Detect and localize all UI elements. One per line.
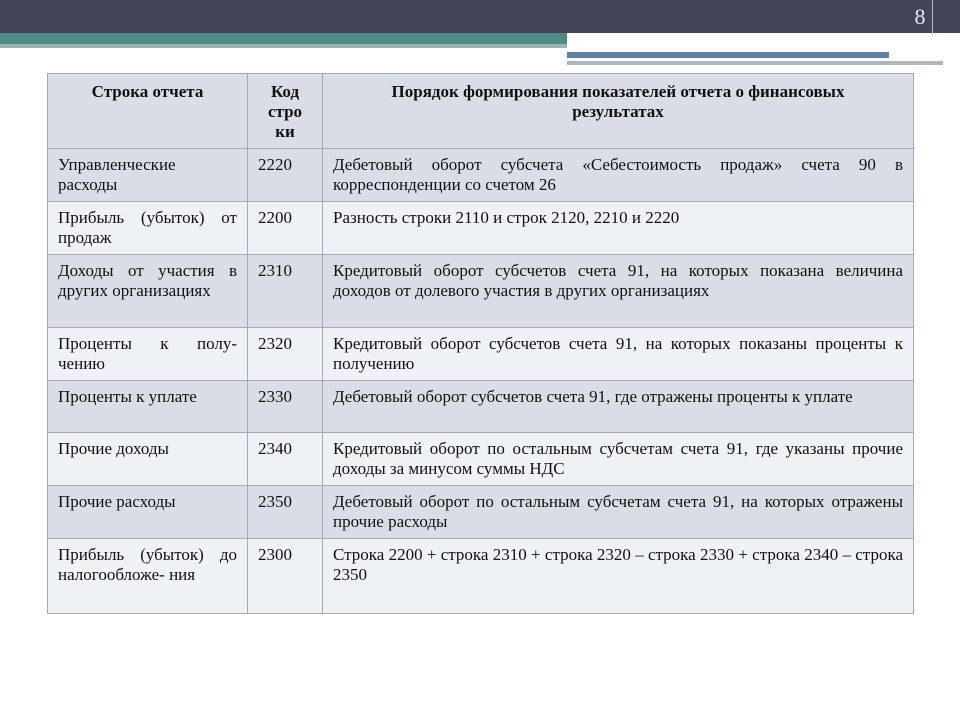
financial-results-table [47, 73, 914, 614]
row-code: 2320 [248, 328, 323, 381]
table-row [48, 539, 914, 614]
table-row [48, 202, 914, 255]
header-dark-bar [0, 0, 960, 33]
header-code [248, 74, 323, 149]
table-row [48, 255, 914, 328]
table-row [48, 149, 914, 202]
row-name: Управленческие расходы [48, 149, 248, 202]
header-formation-order: Порядок формирования показателей отчета о финансовых результатах [323, 74, 914, 149]
header-report-line: Строка отчета [48, 74, 248, 149]
table-row [48, 486, 914, 539]
slide-page-number: 8 [914, 4, 926, 29]
row-code: 2200 [248, 202, 323, 255]
row-rule: Дебетовый оборот по остальным субсчетам счета 91, на которых отражены прочие расходы [323, 486, 914, 539]
row-code: 2310 [248, 255, 323, 328]
header-accent-grey [567, 61, 943, 65]
row-rule: Кредитовый оборот по остальным субсчетам счета 91, где указаны прочие доходы за минусом суммы НДС [323, 433, 914, 486]
row-code: 2330 [248, 381, 323, 433]
row-name: Проценты к полу- чению [48, 328, 248, 381]
header-divider [932, 0, 933, 34]
row-code: 2300 [248, 539, 323, 614]
row-rule: Кредитовый оборот субсчетов счета 91, на которых показаны проценты к получению [323, 328, 914, 381]
table-row [48, 328, 914, 381]
table-row [48, 381, 914, 433]
row-name: Прибыль (убыток) до налогообложе- ния [48, 539, 248, 614]
table-header-row [48, 74, 914, 149]
header-code-text: Код стро ки [267, 82, 303, 141]
header-accent-blue [567, 52, 889, 58]
row-name: Прибыль (убыток) от продаж [48, 202, 248, 255]
row-rule: Дебетовый оборот субсчета «Себестоимость продаж» счета 90 в корреспонденции со счетом 26 [323, 149, 914, 202]
row-name: Проценты к уплате [48, 381, 248, 433]
row-name: Прочие доходы [48, 433, 248, 486]
row-name: Доходы от участия в других организациях [48, 255, 248, 328]
row-rule: Разность строки 2110 и строк 2120, 2210 и 2220 [323, 202, 914, 255]
row-code: 2220 [248, 149, 323, 202]
row-name: Прочие расходы [48, 486, 248, 539]
row-rule: Кредитовый оборот субсчетов счета 91, на которых показана величина доходов от долевого участия в других организациях [323, 255, 914, 328]
row-code: 2340 [248, 433, 323, 486]
row-rule: Дебетовый оборот субсчетов счета 91, где отражены проценты к уплате [323, 381, 914, 433]
table-row [48, 433, 914, 486]
header-cutout [567, 33, 960, 48]
row-code: 2350 [248, 486, 323, 539]
row-rule: Строка 2200 + строка 2310 + строка 2320 – строка 2330 + строка 2340 – строка 2350 [323, 539, 914, 614]
